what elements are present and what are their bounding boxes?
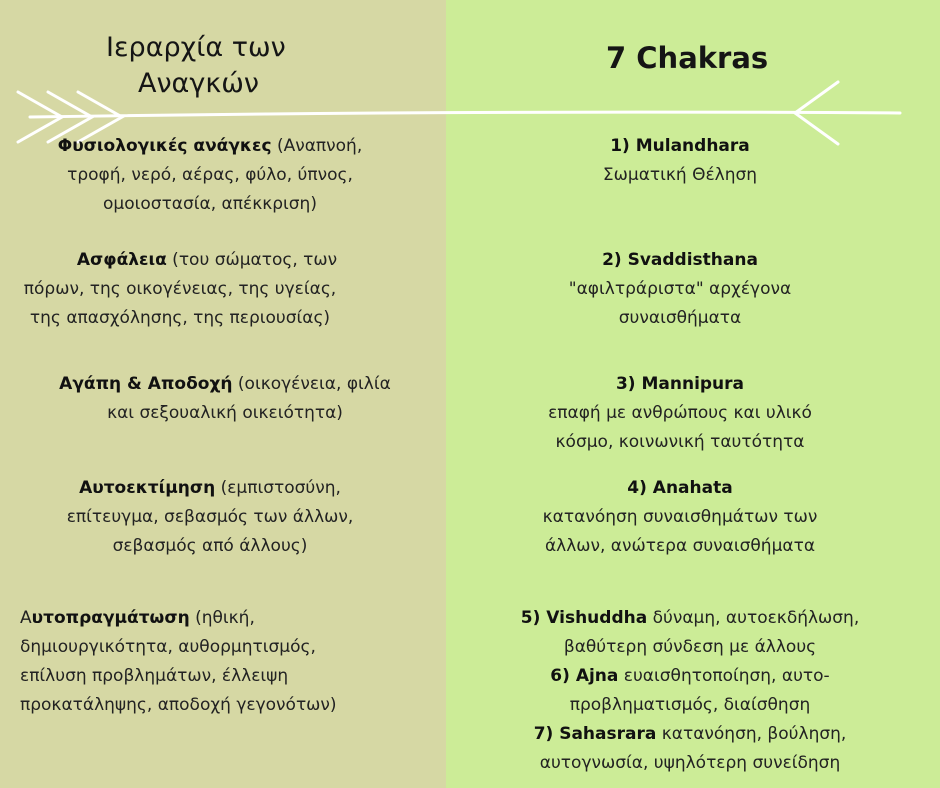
left-item-title: υτοπραγμάτωση — [31, 608, 190, 628]
chakra-line: κόσμο, κοινωνική ταυτότητα — [555, 432, 805, 452]
chakra-5-7 — [480, 604, 900, 778]
chakra-title: 4) Anahata — [627, 478, 733, 498]
chakra-line: βαθύτερη σύνδεση με άλλους — [563, 637, 817, 657]
left-item-prefix: Α — [20, 608, 32, 628]
chakra-line: κατανόηση συναισθημάτων των — [542, 507, 818, 527]
chakra-4 — [480, 474, 880, 561]
chakra-title: 1) Mulandhara — [610, 136, 750, 156]
left-item-line: προκατάληψης, αποδοχή γεγονότων) — [20, 695, 337, 715]
chakra-title: 7) Sahasrara — [533, 724, 657, 744]
left-item-line: δημιουργικότητα, αυθορμητισμός, — [20, 637, 316, 657]
chakra-line: αυτογνωσία, υψηλότερη συνείδηση — [539, 753, 841, 773]
left-heading-line1: Ιεραρχία των — [106, 32, 286, 63]
right-heading: 7 Chakras — [606, 41, 769, 75]
chakra-title: 6) Ajna — [550, 666, 619, 686]
chakra-line: Σωματική Θέληση — [602, 165, 758, 185]
left-item-line: ομοιοστασία, απέκκριση) — [103, 194, 317, 214]
chakra-text: ευαισθητοποίηση, αυτο- — [618, 666, 830, 686]
left-item-line: σεβασμός από άλλους) — [112, 536, 308, 556]
chakra-title: 2) Svaddisthana — [602, 250, 758, 270]
chakra-line: επαφή με ανθρώπους και υλικό — [548, 403, 812, 423]
left-item-line: τροφή, νερό, αέρας, φύλο, ύπνος, — [67, 165, 353, 185]
left-item-line: και σεξουαλική οικειότητα) — [107, 403, 343, 423]
left-item-self-actualization — [20, 604, 440, 720]
chakra-1 — [480, 132, 880, 190]
left-heading — [106, 30, 286, 102]
left-item-line: επίλυση προβλημάτων, έλλειψη — [20, 666, 289, 686]
left-item-line: επίτευγμα, σεβασμός των άλλων, — [66, 507, 354, 527]
left-item-title: Αυτοεκτίμηση — [79, 478, 216, 498]
arrow-shaft — [30, 112, 900, 117]
chakra-title: 3) Mannipura — [615, 374, 745, 394]
left-item-line: της απασχόλησης, της περιουσίας) — [29, 308, 331, 328]
left-item-love — [30, 370, 420, 428]
chakra-3 — [480, 370, 880, 457]
chakra-line: συναισθήματα — [618, 308, 742, 328]
left-item-line: πόρων, της οικογένειας, της υγείας, — [23, 279, 337, 299]
left-item-title: Αγάπη & Αποδοχή — [59, 374, 233, 394]
chakra-text: δύναμη, αυτοεκδήλωση, — [647, 608, 860, 628]
chakra-line: άλλων, ανώτερα συναισθήματα — [544, 536, 816, 556]
left-item-title: Ασφάλεια — [76, 250, 167, 270]
left-item-title: Φυσιολογικές ανάγκες — [57, 136, 272, 156]
left-item-text: (εμπιστοσύνη, — [215, 478, 341, 498]
left-item-text: (του σώματος, των — [166, 250, 338, 270]
left-item-text: (ηθική, — [189, 608, 255, 628]
left-heading-line2: Αναγκών — [138, 68, 259, 99]
chakra-text: κατανόηση, βούληση, — [656, 724, 847, 744]
left-item-physiological — [0, 132, 420, 219]
left-item-text: (οικογένεια, φιλία — [232, 374, 391, 394]
left-item-safety — [0, 246, 390, 333]
left-item-text: (Αναπνοή, — [271, 136, 363, 156]
chakra-line: "αφιλτράριστα" αρχέγονα — [568, 279, 792, 299]
chakra-2 — [480, 246, 880, 333]
left-item-esteem — [0, 474, 420, 561]
chakra-line: προβληματισμός, διαίσθηση — [569, 695, 811, 715]
chakra-title: 5) Vishuddha — [520, 608, 648, 628]
